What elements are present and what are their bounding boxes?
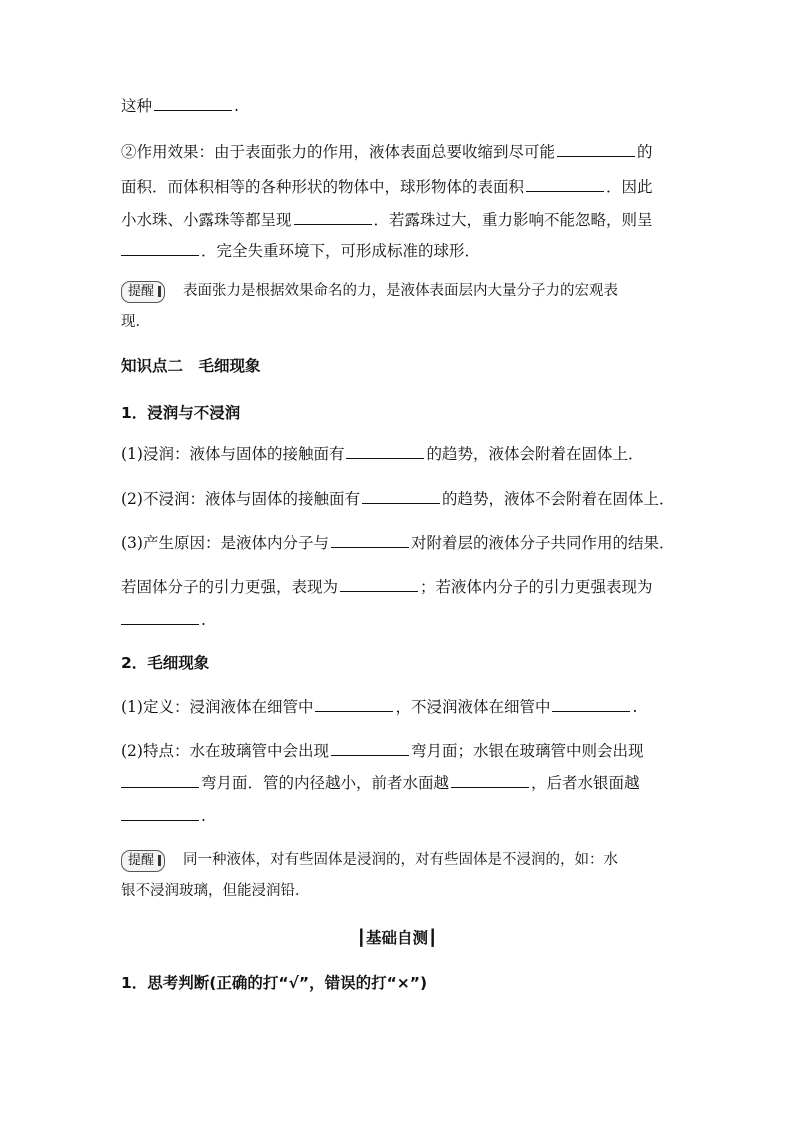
text-line xyxy=(121,96,239,116)
fill-blank xyxy=(121,806,199,821)
text: ；若液体内分子的引力更强表现为 xyxy=(420,578,653,596)
fill-blank xyxy=(340,577,418,592)
text: 小水珠、小露珠等都呈现 xyxy=(121,211,292,229)
subsection-heading: 1．浸润与不浸润 xyxy=(121,404,241,422)
question-line: 1．思考判断(正确的打“√”，错误的打“×”) xyxy=(121,974,428,992)
text: 若固体分子的引力更强，表现为 xyxy=(121,578,339,596)
fill-blank xyxy=(121,773,199,788)
tip-text: 现． xyxy=(121,314,150,330)
text-line xyxy=(121,773,640,793)
tip-line xyxy=(121,881,310,901)
text-line xyxy=(121,610,206,630)
text-line xyxy=(121,444,643,464)
fill-blank xyxy=(526,177,604,192)
tip-text: 同一种液体，对有些固体是浸润的，对有些固体是不浸润的，如：水 xyxy=(183,852,619,868)
fill-blank xyxy=(315,697,393,712)
text: . xyxy=(201,807,206,825)
text: . xyxy=(632,698,638,716)
text: (2)特点：水在玻璃管中会出现 xyxy=(121,742,329,760)
fill-blank xyxy=(557,142,635,157)
text: (2)不浸润：液体与固体的接触面有 xyxy=(121,490,360,508)
text-line xyxy=(121,489,674,509)
tip-text: 银不浸润玻璃，但能浸润铅． xyxy=(121,883,310,899)
text: 的趋势，液体会附着在固体上． xyxy=(426,445,644,463)
fill-blank xyxy=(552,697,630,712)
text: (1)浸润：液体与固体的接触面有 xyxy=(121,445,345,463)
text: ，不浸润液体在细管中 xyxy=(395,698,551,716)
text-line xyxy=(121,241,480,261)
text: ．若露珠过大，重力影响不能忽略，则呈 xyxy=(373,211,653,229)
tip-text: 表面张力是根据效果命名的力，是液体表面层内大量分子力的宏观表 xyxy=(183,283,619,299)
text-line xyxy=(121,210,653,230)
text: 这种 xyxy=(121,97,153,115)
text: ②作用效果：由于表面张力的作用，液体表面总要收缩到尽可能 xyxy=(121,143,556,161)
tip-line xyxy=(121,849,618,872)
text: ．完全失重环境下，可形成标准的球形． xyxy=(201,242,481,260)
section-heading: 知识点二 毛细现象 xyxy=(121,357,261,375)
section-heading: ┃基础自测┃ xyxy=(356,929,438,947)
tip-badge: 提醒 xyxy=(121,281,165,303)
text-line xyxy=(121,741,643,761)
fill-blank xyxy=(346,444,424,459)
text: ．因此 xyxy=(606,178,653,196)
fill-blank xyxy=(362,489,440,504)
text: 的趋势，液体不会附着在固体上． xyxy=(441,490,675,508)
fill-blank xyxy=(331,533,409,548)
text: 面积．而体积相等的各种形状的物体中，球形物体的表面积 xyxy=(121,178,525,196)
text: (1)定义：浸润液体在细管中 xyxy=(121,698,314,716)
text: (3)产生原因：是液体内分子与 xyxy=(121,534,329,552)
text-line xyxy=(121,142,653,162)
text-line xyxy=(121,806,206,826)
text: 的 xyxy=(637,143,653,161)
text-line xyxy=(121,533,674,553)
text-line xyxy=(121,177,653,197)
tip-badge: 提醒 xyxy=(121,850,165,872)
tip-line xyxy=(121,280,618,303)
text: ，后者水银面越 xyxy=(531,774,640,792)
text-line xyxy=(121,577,653,597)
fill-blank xyxy=(451,773,529,788)
text: 弯月面．管的内径越小，前者水面越 xyxy=(201,774,450,792)
fill-blank xyxy=(121,241,199,256)
tip-line xyxy=(121,312,150,332)
fill-blank xyxy=(331,741,409,756)
text: . xyxy=(201,611,206,629)
fill-blank xyxy=(154,96,232,111)
fill-blank xyxy=(294,210,372,225)
fill-blank xyxy=(121,610,199,625)
text: . xyxy=(234,97,239,115)
text: 对附着层的液体分子共同作用的结果． xyxy=(410,534,675,552)
subsection-heading: 2．毛细现象 xyxy=(121,654,210,672)
text-line xyxy=(121,697,637,717)
text: 弯月面；水银在玻璃管中则会出现 xyxy=(410,742,644,760)
